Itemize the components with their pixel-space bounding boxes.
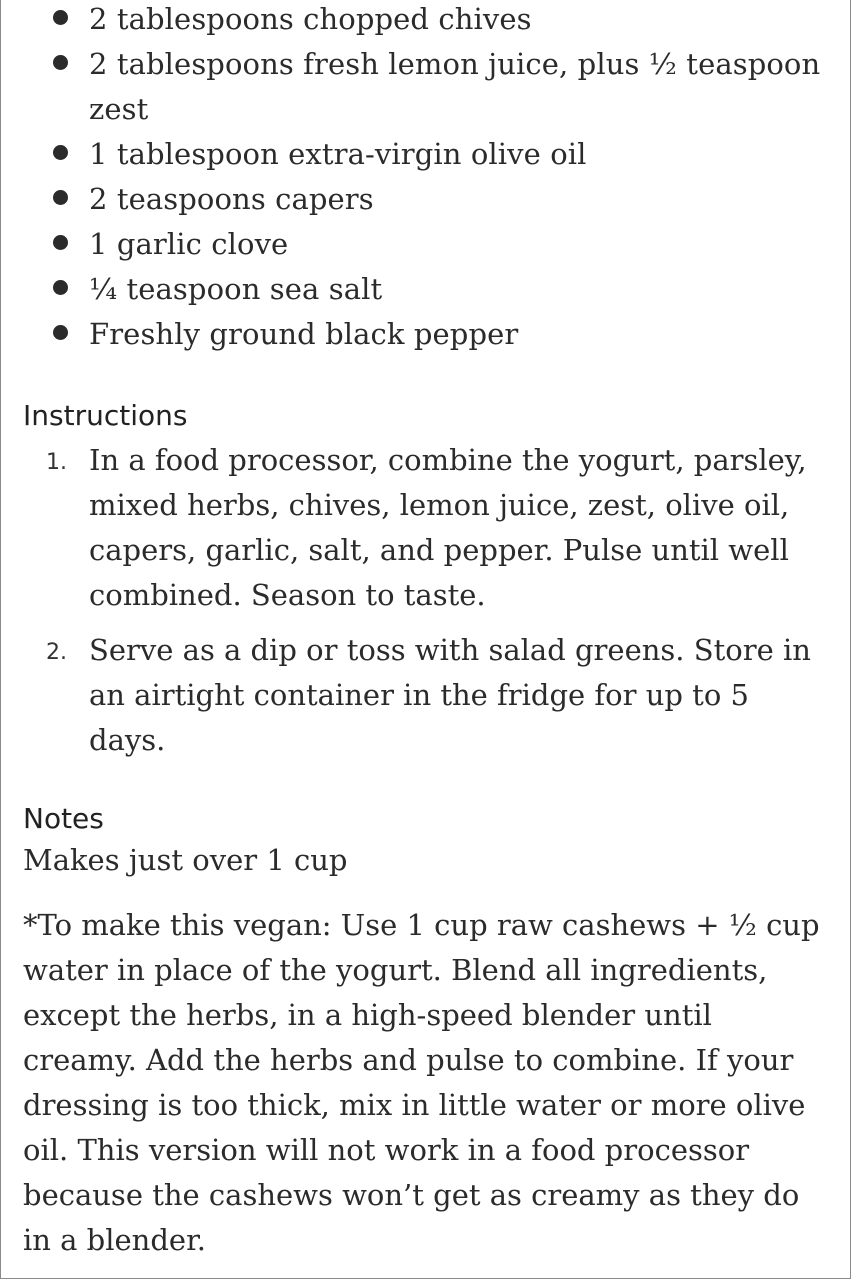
ingredient-list [53,0,828,357]
step-number: 1. [46,450,67,475]
ingredient-item [53,312,828,357]
instruction-step [46,438,828,618]
ingredient-item [53,42,828,132]
ingredient-text: 2 tablespoons fresh lemon juice, plus ½ teaspoon zest [89,47,821,126]
ingredient-text: 2 tablespoons chopped chives [89,2,532,36]
bullet-icon [53,325,68,340]
step-text: In a food processor, combine the yogurt, parsley, mixed herbs, chives, lemon juice, zest, olive oil, capers, garlic, salt, and pepper. Pulse until well combined. Season to taste. [89,443,807,612]
bullet-icon [53,145,68,160]
bullet-icon [53,10,68,25]
ingredient-text: Freshly ground black pepper [89,317,519,351]
notes-heading: Notes [23,802,104,835]
bullet-icon [53,235,68,250]
ingredient-text: 1 garlic clove [89,227,289,261]
instruction-step [46,628,828,763]
ingredient-item [53,267,828,312]
ingredient-text: 2 teaspoons capers [89,182,374,216]
notes-yield: Makes just over 1 cup [23,843,348,877]
ingredient-item [53,132,828,177]
ingredient-item [53,177,828,222]
instruction-list [46,438,828,773]
ingredient-item [53,0,828,42]
ingredient-item [53,222,828,267]
notes-vegan: *To make this vegan: Use 1 cup raw cashews + ½ cup water in place of the yogurt. Blend all ingredients, except the herbs, in a high-speed blender until creamy. Add the herbs and pulse to combine. If your dressing is too thick, mix in little water or more olive oil. This version will not work in a food processor because the cashews won’t get as creamy as they do in a blender. [23,908,820,1257]
ingredient-text: 1 tablespoon extra-virgin olive oil [89,137,587,171]
bullet-icon [53,55,68,70]
ingredient-text: ¼ teaspoon sea salt [89,272,383,306]
step-number: 2. [46,640,67,665]
bullet-icon [53,280,68,295]
instructions-heading: Instructions [23,399,188,432]
step-text: Serve as a dip or toss with salad greens. Store in an airtight container in the fridge for up to 5 days. [89,633,811,757]
bullet-icon [53,190,68,205]
